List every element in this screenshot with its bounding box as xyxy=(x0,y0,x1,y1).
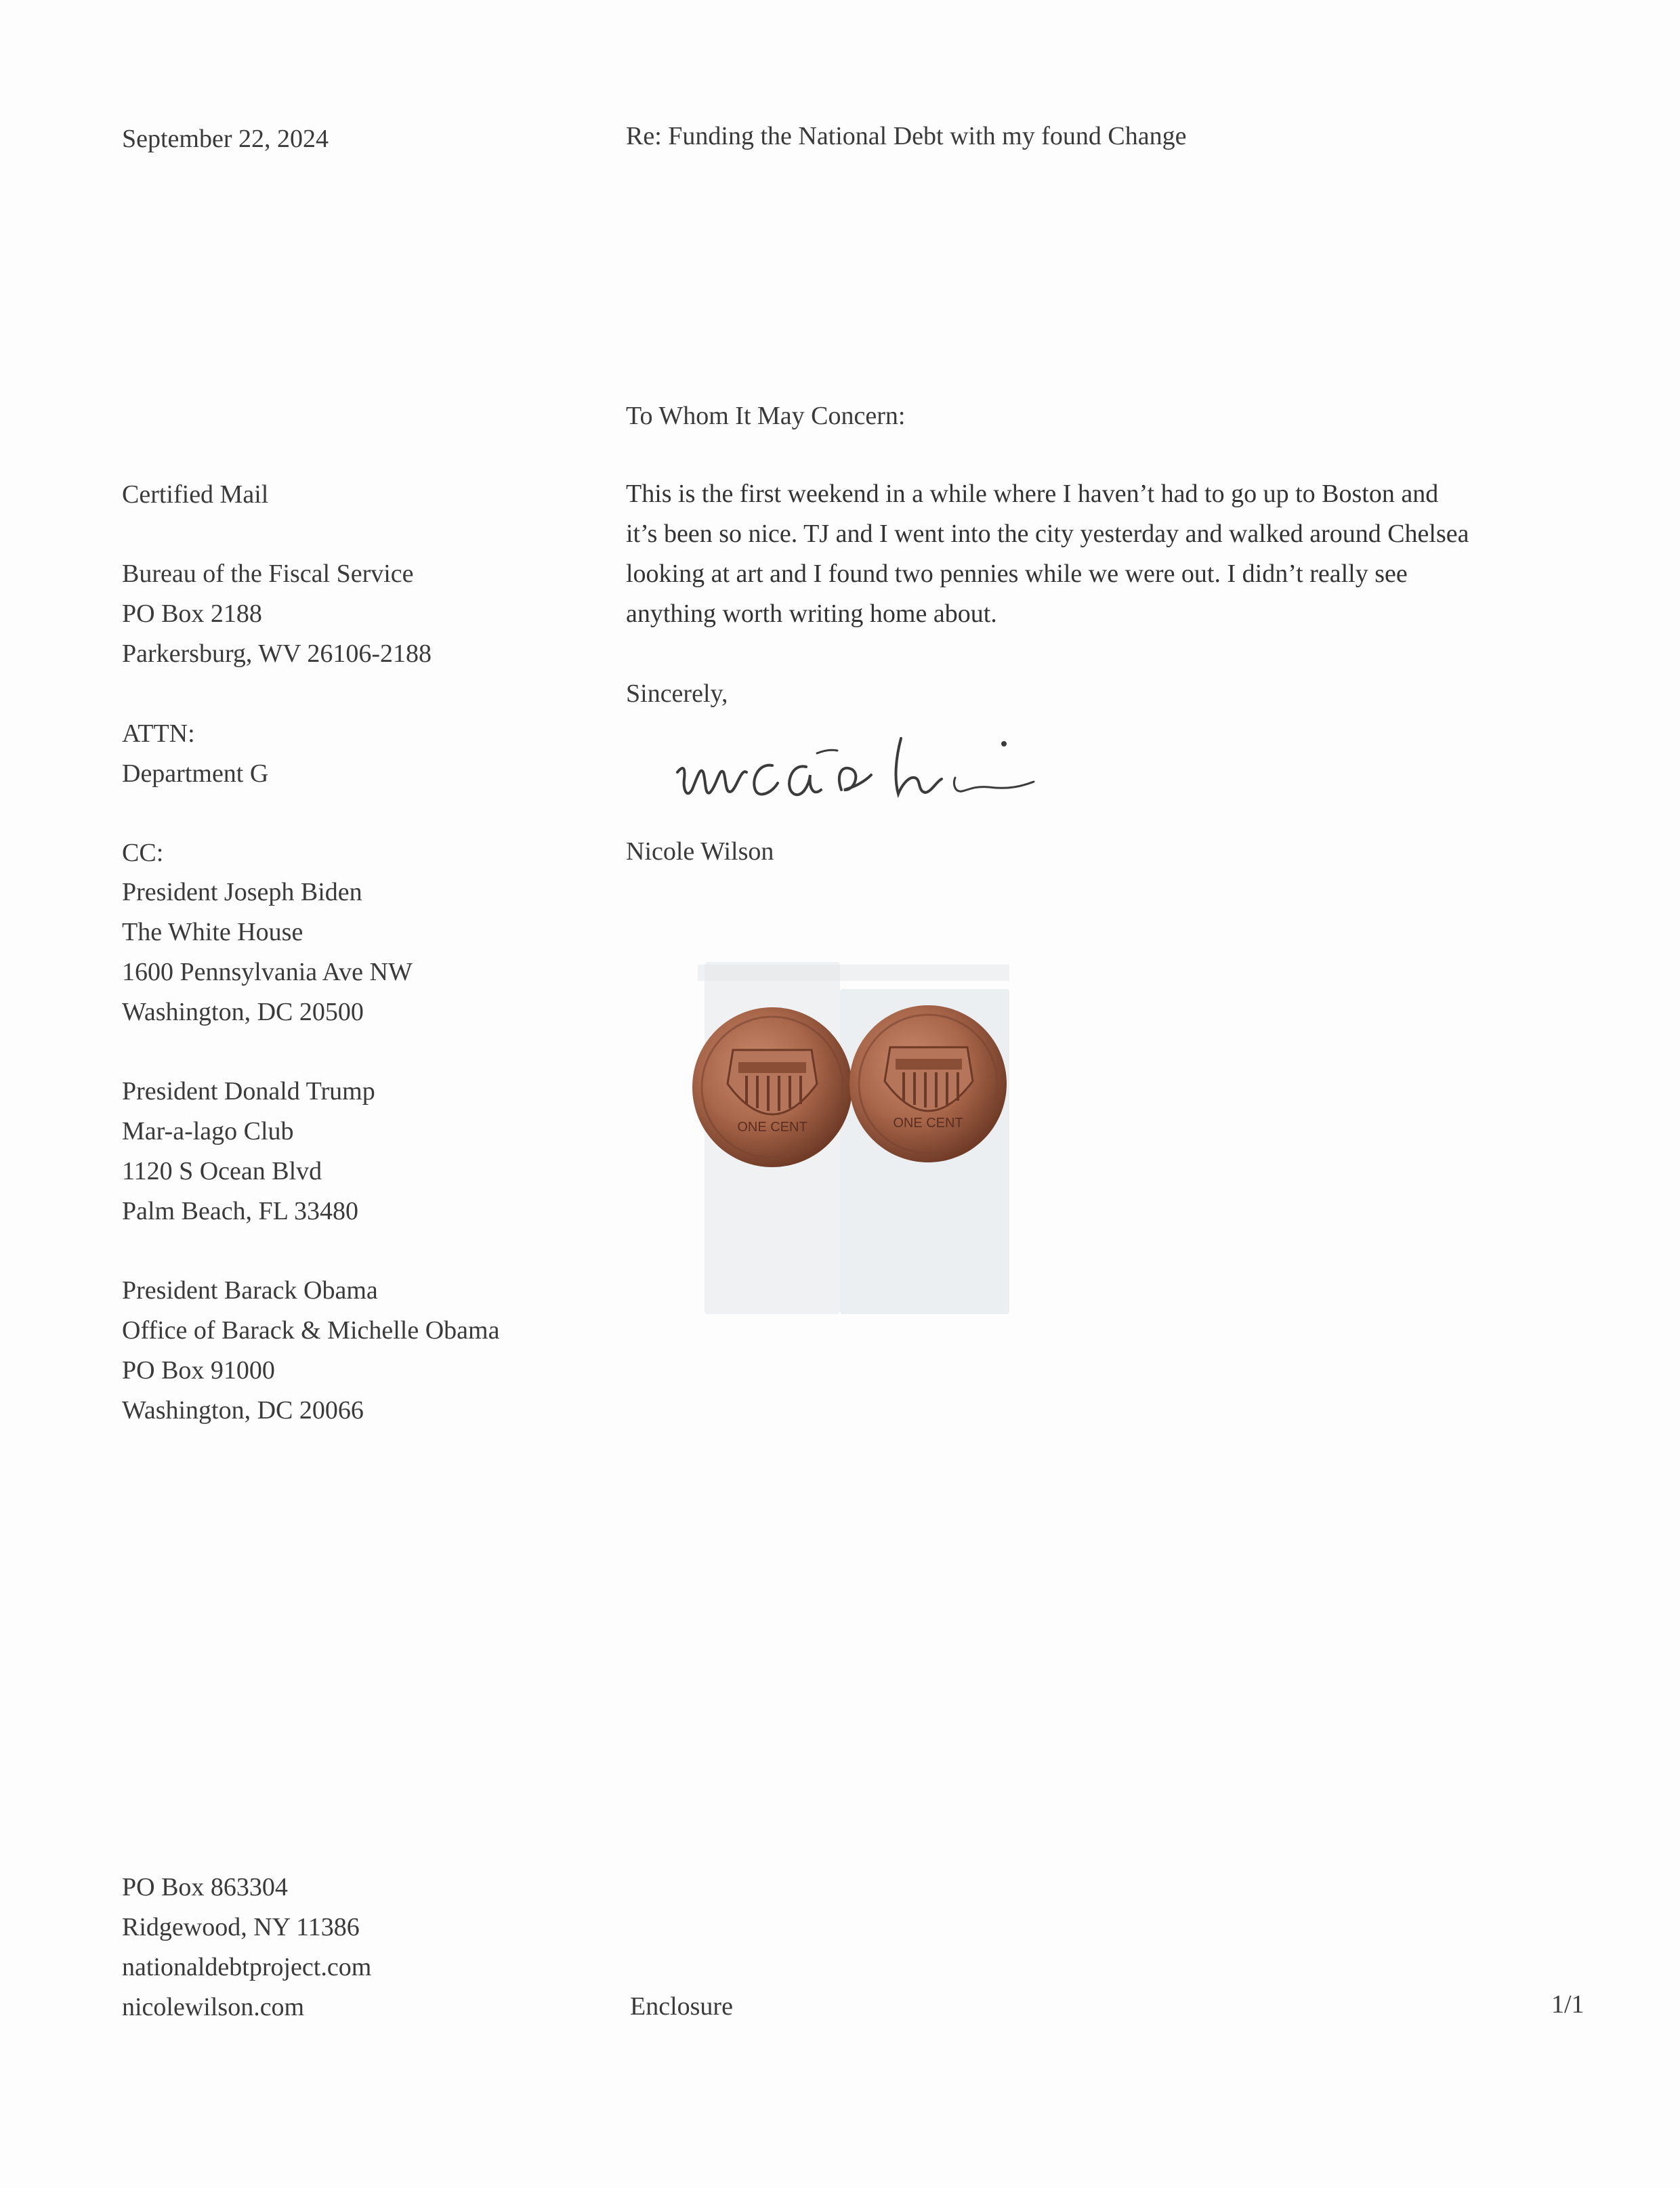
cc-recipient-trump xyxy=(122,1072,375,1232)
attn-label: ATTN: xyxy=(122,719,195,748)
address-line: Office of Barack & Michelle Obama xyxy=(122,1316,500,1345)
body-line: anything worth writing home about. xyxy=(626,599,997,628)
address-line: Washington, DC 20500 xyxy=(122,998,364,1026)
cc-recipient-obama xyxy=(122,1271,499,1431)
body-line: looking at art and I found two pennies while we were out. I didn’t really see xyxy=(626,560,1408,588)
address-line: PO Box 2188 xyxy=(122,599,262,628)
address-line: Washington, DC 20066 xyxy=(122,1396,364,1425)
attention-block xyxy=(122,714,268,794)
primary-recipient-address xyxy=(122,554,432,674)
address-line: President Donald Trump xyxy=(122,1077,375,1106)
address-line: PO Box 91000 xyxy=(122,1356,275,1385)
body-line: it’s been so nice. TJ and I went into the city yesterday and walked around Chelsea xyxy=(626,520,1469,548)
address-line: PO Box 863304 xyxy=(122,1873,288,1901)
penny-left xyxy=(692,1007,852,1167)
taped-pennies-icon xyxy=(684,948,1023,1328)
address-line: The White House xyxy=(122,918,303,946)
mail-type: Certified Mail xyxy=(122,480,269,509)
cc-label: CC: xyxy=(122,839,164,867)
coin-text: ONE CENT xyxy=(893,1116,963,1131)
signature-icon xyxy=(671,725,1050,820)
address-line: Mar-a-lago Club xyxy=(122,1117,294,1145)
coin-text: ONE CENT xyxy=(737,1120,807,1135)
address-line: 1600 Pennsylvania Ave NW xyxy=(122,958,413,986)
website-link[interactable]: nicolewilson.com xyxy=(122,1993,305,2021)
enclosure-label: Enclosure xyxy=(630,1992,733,2021)
letter-date: September 22, 2024 xyxy=(122,125,329,153)
address-line: Parkersburg, WV 26106-2188 xyxy=(122,639,432,668)
address-line: Bureau of the Fiscal Service xyxy=(122,560,414,588)
address-line: President Joseph Biden xyxy=(122,878,362,906)
signer-name: Nicole Wilson xyxy=(626,837,774,866)
penny-right xyxy=(849,1005,1007,1162)
closing: Sincerely, xyxy=(626,679,728,708)
letter-body xyxy=(626,474,1547,634)
body-line: This is the first weekend in a while where I haven’t had to go up to Boston and xyxy=(626,480,1439,508)
address-line: 1120 S Ocean Blvd xyxy=(122,1157,322,1185)
page-number: 1/1 xyxy=(1551,1990,1584,2019)
attn-department: Department G xyxy=(122,759,269,788)
letter-subject: Re: Funding the National Debt with my found Change xyxy=(626,122,1187,150)
address-line: Palm Beach, FL 33480 xyxy=(122,1197,358,1225)
website-link[interactable]: nationaldebtproject.com xyxy=(122,1953,372,1981)
sender-address xyxy=(122,1868,371,2027)
address-line: President Barack Obama xyxy=(122,1276,378,1305)
address-line: Ridgewood, NY 11386 xyxy=(122,1913,360,1941)
cc-recipient-biden xyxy=(122,872,413,1032)
salutation: To Whom It May Concern: xyxy=(626,402,906,430)
